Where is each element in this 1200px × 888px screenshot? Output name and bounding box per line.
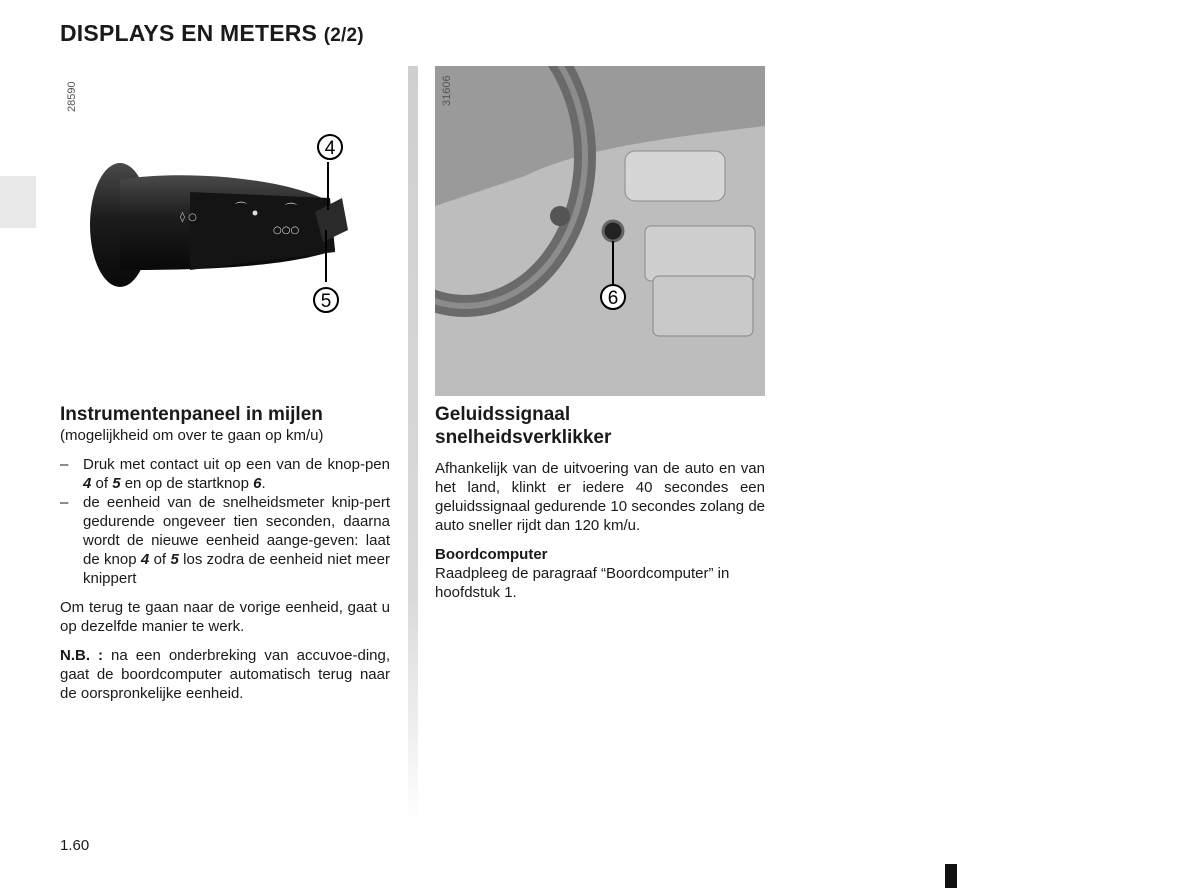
callout-4: 4 <box>324 138 336 159</box>
nb-label: N.B. : <box>60 647 104 664</box>
key-ref: 6 <box>253 475 262 492</box>
stalk-symbols-2: ◊ ○ <box>180 212 197 223</box>
list-item <box>60 493 390 588</box>
key-ref: 4 <box>83 475 92 492</box>
figure-id-right: 31606 <box>441 75 453 106</box>
chapter-side-tab <box>0 176 36 228</box>
side-knob <box>550 206 570 226</box>
list-dash: – <box>60 494 69 511</box>
section-heading-signal-1: Geluidssignaal <box>435 404 571 425</box>
list-text: of <box>91 475 113 492</box>
page-title-suffix: (2/2) <box>323 25 364 46</box>
key-ref: 5 <box>170 551 179 568</box>
wiper-symbol-icon: ⌒ <box>235 201 248 215</box>
section-heading-signal-2: snelheidsverklikker <box>435 427 612 448</box>
list-text: los zodra de eenheid niet meer knippert <box>83 551 390 587</box>
column-divider <box>408 66 418 826</box>
stalk-symbols: ○○○ <box>273 225 300 236</box>
paragraph-return: Om terug te gaan naar de vorige eenheid, gaat u op dezelfde manier te werk. <box>60 599 390 635</box>
nb-paragraph <box>60 646 390 703</box>
section-heading-miles: Instrumentenpaneel in mijlen <box>60 404 323 425</box>
radio-panel <box>645 226 755 281</box>
signal-paragraph: Afhankelijk van de uitvoering van de auto en van het land, klinkt er iedere 40 secondes een geluidssignaal gedurende 10 secondes zolang de auto sneller rijdt dan 120 km/u. <box>435 460 765 534</box>
stalk-dial <box>190 192 335 270</box>
stalk-illustration <box>80 120 380 320</box>
dashboard-photo <box>435 66 765 396</box>
page-number: 1.60 <box>60 837 90 854</box>
list-text: of <box>149 551 171 568</box>
list-text: de eenheid van de snelheidsmeter knip-pert gedurende ongeveer tien seconden, daarna wordt de nieuwe eenheid aange-geven: laat de knop <box>83 494 390 568</box>
list-dash: – <box>60 456 69 473</box>
wiper-symbol-icon-2: ⌒ <box>285 202 298 216</box>
boordcomputer-heading: Boordcomputer <box>435 546 548 563</box>
boordcomputer-text: Raadpleeg de paragraaf “Boordcomputer” in hoofdstuk 1. <box>435 565 730 601</box>
page-end-marker <box>945 864 957 888</box>
air-vent <box>625 151 725 201</box>
list-text: en op de startknop <box>120 475 254 492</box>
list-text: . <box>261 475 266 492</box>
list-item <box>60 455 390 493</box>
section-subheading: (mogelijkheid om over te gaan op km/u) <box>60 427 324 444</box>
page-title-text: DISPLAYS EN METERS <box>60 20 318 46</box>
nb-text: na een onderbreking van accuvoe-ding, gaat de boordcomputer automatisch terug naar de oorspronkelijke eenheid. <box>60 647 391 702</box>
climate-panel <box>653 276 753 336</box>
key-ref: 4 <box>140 551 150 568</box>
callout-5: 5 <box>320 291 332 312</box>
figure-id-left: 28590 <box>66 81 78 112</box>
dashboard-illustration <box>435 66 765 396</box>
stalk-dot <box>253 211 258 216</box>
start-button <box>603 221 623 241</box>
right-column <box>435 403 765 602</box>
key-ref: 5 <box>112 475 121 492</box>
page-title <box>60 20 364 47</box>
callout-6: 6 <box>607 288 619 309</box>
list-text: Druk met contact uit op een van de knop-pen <box>83 456 390 473</box>
left-column <box>60 403 390 703</box>
